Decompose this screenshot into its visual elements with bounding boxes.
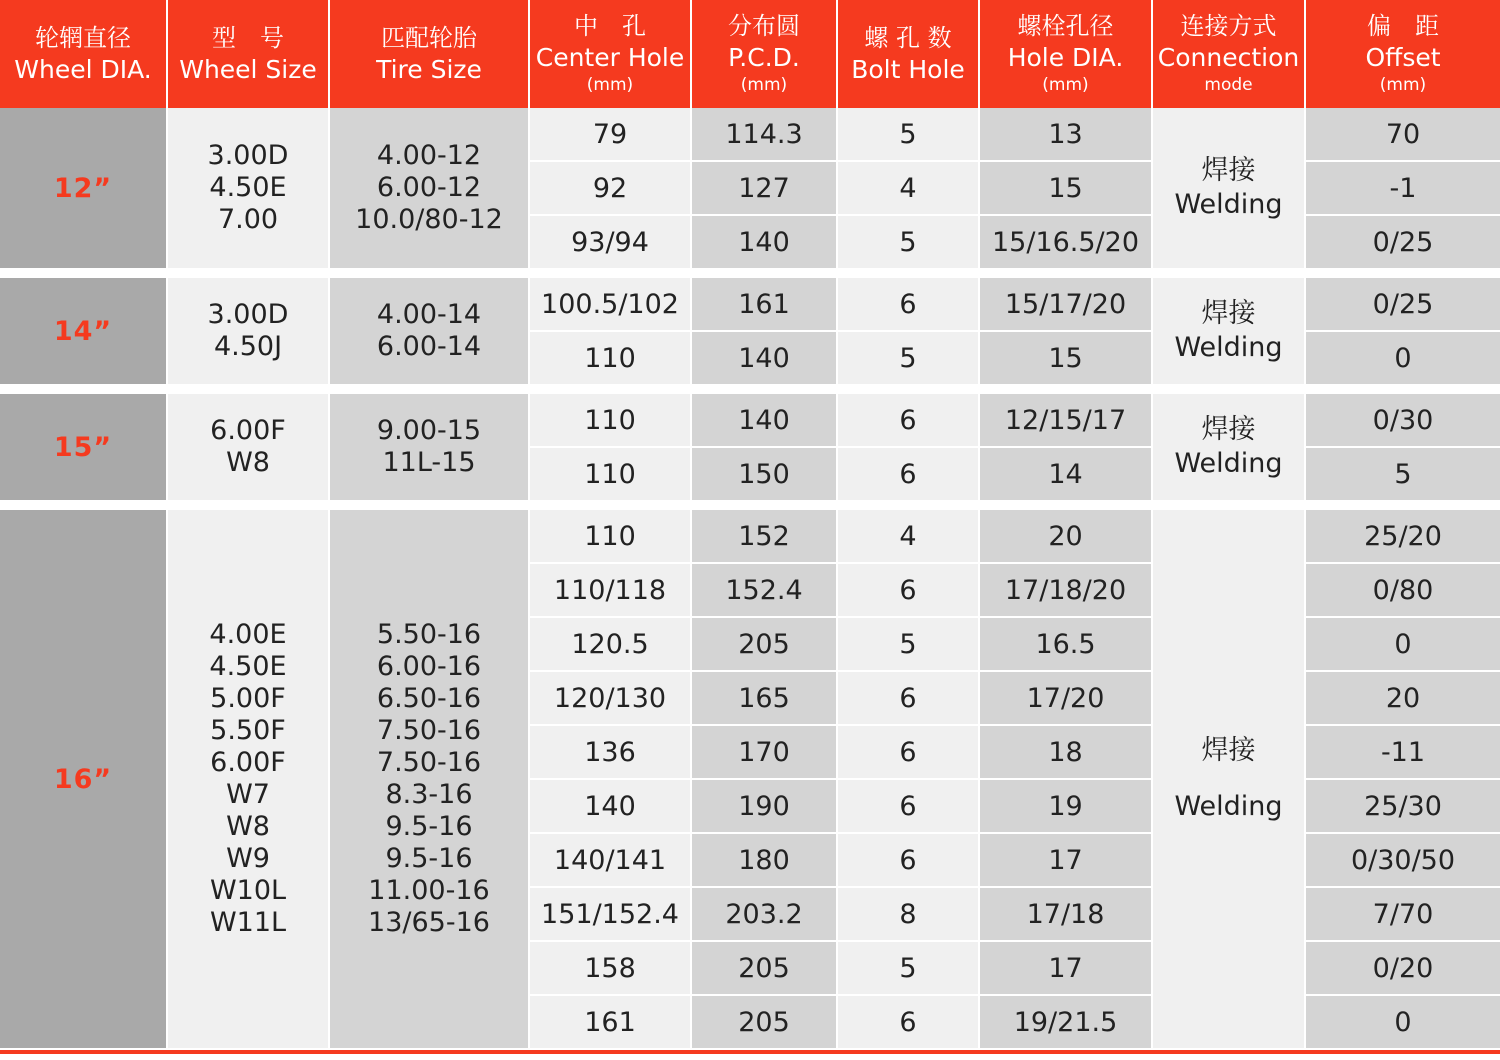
bolt-hole-cell: 6 xyxy=(838,278,980,332)
header-wheel-dia xyxy=(0,0,168,108)
wheel-diameter-cell: 14” xyxy=(0,278,168,386)
tire-size-item: 9.00-15 xyxy=(376,415,482,446)
group-gap-cell xyxy=(0,270,1500,278)
hole-dia-cell: 15 xyxy=(980,332,1153,386)
offset-cell: 0/20 xyxy=(1306,942,1500,996)
header-hole-dia-unit: (mm) xyxy=(1042,75,1089,95)
center-hole-cell: 151/152.4 xyxy=(530,888,692,942)
pcd-cell: 170 xyxy=(692,726,838,780)
offset-cell: 0 xyxy=(1306,332,1500,386)
group-gap-cell xyxy=(0,386,1500,394)
table-row xyxy=(0,510,1500,564)
pcd-cell: 140 xyxy=(692,216,838,270)
bolt-hole-cell: 6 xyxy=(838,834,980,888)
connection-mode-en: Welding xyxy=(1174,332,1283,363)
center-hole-cell: 79 xyxy=(530,108,692,162)
tire-size-item: 8.3-16 xyxy=(385,779,473,810)
tire-size-item: 11L-15 xyxy=(382,447,476,478)
offset-cell: 5 xyxy=(1306,448,1500,502)
bolt-hole-cell: 6 xyxy=(838,564,980,618)
group-gap-cell xyxy=(0,502,1500,510)
header-center-hole-en: Center Hole xyxy=(535,43,685,72)
connection-mode-cn: 焊接 xyxy=(1201,735,1256,766)
header-pcd-cn: 分布圆 xyxy=(728,12,800,40)
header-center-hole xyxy=(530,0,692,108)
wheel-size-item: 4.00E xyxy=(209,619,287,650)
table-row xyxy=(0,108,1500,162)
wheel-size-item: 5.50F xyxy=(210,715,286,746)
header-connection xyxy=(1153,0,1306,108)
header-hole-dia-cn: 螺栓孔径 xyxy=(1017,12,1114,40)
bolt-hole-cell: 6 xyxy=(838,448,980,502)
tire-size-item: 6.00-12 xyxy=(376,172,482,203)
bolt-hole-cell: 8 xyxy=(838,888,980,942)
header-tire-size-en: Tire Size xyxy=(376,55,482,84)
hole-dia-cell: 15 xyxy=(980,162,1153,216)
header-row xyxy=(0,0,1500,108)
tire-size-item: 13/65-16 xyxy=(368,907,490,938)
pcd-cell: 152.4 xyxy=(692,564,838,618)
wheel-size-item: 3.00D xyxy=(207,140,289,171)
tire-size-item: 10.0/80-12 xyxy=(355,204,503,235)
header-pcd xyxy=(692,0,838,108)
tire-size-item: 4.00-12 xyxy=(376,140,482,171)
bottom-accent-bar xyxy=(0,1050,1500,1054)
wheel-size-item: 4.50E xyxy=(209,172,287,203)
hole-dia-cell: 12/15/17 xyxy=(980,394,1153,448)
center-hole-cell: 100.5/102 xyxy=(530,278,692,332)
hole-dia-cell: 16.5 xyxy=(980,618,1153,672)
table-row xyxy=(0,278,1500,332)
connection-mode-en: Welding xyxy=(1174,791,1283,822)
hole-dia-cell: 19/21.5 xyxy=(980,996,1153,1050)
hole-dia-cell: 17/18/20 xyxy=(980,564,1153,618)
connection-mode-cn: 焊接 xyxy=(1201,298,1256,329)
wheel-size-item: W8 xyxy=(226,811,270,842)
wheel-size-item: W7 xyxy=(226,779,270,810)
center-hole-cell: 161 xyxy=(530,996,692,1050)
wheel-size-item: W9 xyxy=(226,843,270,874)
hole-dia-cell: 19 xyxy=(980,780,1153,834)
connection-mode-cell xyxy=(1153,108,1306,270)
header-hole-dia-en: Hole DIA. xyxy=(1007,43,1124,72)
header-connection-cn: 连接方式 xyxy=(1180,12,1277,40)
bolt-hole-cell: 5 xyxy=(838,942,980,996)
center-hole-cell: 140 xyxy=(530,780,692,834)
header-bolt-hole-en: Bolt Hole xyxy=(851,55,965,84)
offset-cell: -11 xyxy=(1306,726,1500,780)
hole-dia-cell: 13 xyxy=(980,108,1153,162)
wheel-size-item: W11L xyxy=(209,907,287,938)
tire-size-cell xyxy=(330,394,530,502)
pcd-cell: 127 xyxy=(692,162,838,216)
hole-dia-cell: 17/20 xyxy=(980,672,1153,726)
center-hole-cell: 140/141 xyxy=(530,834,692,888)
offset-cell: 0/25 xyxy=(1306,278,1500,332)
header-offset-cn: 偏 距 xyxy=(1367,12,1439,40)
connection-mode-en: Welding xyxy=(1174,189,1283,220)
wheel-size-item: 7.00 xyxy=(217,204,279,235)
pcd-cell: 205 xyxy=(692,618,838,672)
bolt-hole-cell: 6 xyxy=(838,672,980,726)
bolt-hole-cell: 6 xyxy=(838,780,980,834)
offset-cell: 70 xyxy=(1306,108,1500,162)
wheel-size-item: 6.00F xyxy=(210,747,286,778)
pcd-cell: 190 xyxy=(692,780,838,834)
tire-size-item: 7.50-16 xyxy=(376,747,482,778)
tire-size-item: 6.00-14 xyxy=(376,331,482,362)
wheel-diameter-cell: 12” xyxy=(0,108,168,270)
header-pcd-en: P.C.D. xyxy=(728,43,800,72)
tire-size-cell xyxy=(330,108,530,270)
offset-cell: 25/20 xyxy=(1306,510,1500,564)
wheel-diameter-cell: 15” xyxy=(0,394,168,502)
tire-size-item: 7.50-16 xyxy=(376,715,482,746)
wheel-size-item: 6.00F xyxy=(210,415,286,446)
center-hole-cell: 110 xyxy=(530,394,692,448)
pcd-cell: 205 xyxy=(692,942,838,996)
header-wheel-size-cn: 型 号 xyxy=(212,24,284,52)
center-hole-cell: 120/130 xyxy=(530,672,692,726)
hole-dia-cell: 17/18 xyxy=(980,888,1153,942)
wheel-size-item: W10L xyxy=(209,875,287,906)
pcd-cell: 140 xyxy=(692,394,838,448)
wheel-size-cell xyxy=(168,510,330,1050)
hole-dia-cell: 14 xyxy=(980,448,1153,502)
pcd-cell: 114.3 xyxy=(692,108,838,162)
bolt-hole-cell: 4 xyxy=(838,510,980,564)
header-tire-size xyxy=(330,0,530,108)
center-hole-cell: 120.5 xyxy=(530,618,692,672)
tire-size-item: 9.5-16 xyxy=(385,843,473,874)
offset-cell: 20 xyxy=(1306,672,1500,726)
connection-mode-cell xyxy=(1153,510,1306,1050)
tire-size-cell xyxy=(330,278,530,386)
header-bolt-hole-cn: 螺 孔 数 xyxy=(864,24,952,52)
bolt-hole-cell: 4 xyxy=(838,162,980,216)
pcd-cell: 152 xyxy=(692,510,838,564)
header-offset xyxy=(1306,0,1500,108)
connection-mode-cell xyxy=(1153,394,1306,502)
center-hole-cell: 93/94 xyxy=(530,216,692,270)
header-pcd-unit: (mm) xyxy=(740,75,788,95)
header-center-hole-cn: 中 孔 xyxy=(574,12,646,40)
table-body xyxy=(0,108,1500,1050)
tire-size-item: 4.00-14 xyxy=(376,299,482,330)
connection-mode-en: Welding xyxy=(1174,448,1283,479)
wheel-diameter-cell: 16” xyxy=(0,510,168,1050)
connection-mode-cell xyxy=(1153,278,1306,386)
header-offset-unit: (mm) xyxy=(1379,75,1427,95)
wheel-size-item: 4.50E xyxy=(209,651,287,682)
bolt-hole-cell: 5 xyxy=(838,618,980,672)
center-hole-cell: 158 xyxy=(530,942,692,996)
group-gap xyxy=(0,386,1500,394)
hole-dia-cell: 15/16.5/20 xyxy=(980,216,1153,270)
header-wheel-dia-en: Wheel DIA. xyxy=(14,55,152,84)
group-gap xyxy=(0,502,1500,510)
offset-cell: -1 xyxy=(1306,162,1500,216)
tire-size-item: 11.00-16 xyxy=(368,875,490,906)
wheel-size-cell xyxy=(168,108,330,270)
offset-cell: 7/70 xyxy=(1306,888,1500,942)
pcd-cell: 161 xyxy=(692,278,838,332)
pcd-cell: 180 xyxy=(692,834,838,888)
center-hole-cell: 110/118 xyxy=(530,564,692,618)
table-row xyxy=(0,394,1500,448)
tire-size-item: 6.50-16 xyxy=(376,683,482,714)
tire-size-item: 6.00-16 xyxy=(376,651,482,682)
bolt-hole-cell: 6 xyxy=(838,394,980,448)
offset-cell: 0/30 xyxy=(1306,394,1500,448)
center-hole-cell: 92 xyxy=(530,162,692,216)
wheel-size-cell xyxy=(168,278,330,386)
pcd-cell: 150 xyxy=(692,448,838,502)
pcd-cell: 205 xyxy=(692,996,838,1050)
offset-cell: 0/25 xyxy=(1306,216,1500,270)
offset-cell: 0 xyxy=(1306,996,1500,1050)
header-connection-en: Connection xyxy=(1157,43,1300,72)
header-tire-size-cn: 匹配轮胎 xyxy=(381,24,477,52)
offset-cell: 0/80 xyxy=(1306,564,1500,618)
wheel-size-item: 5.00F xyxy=(210,683,286,714)
pcd-cell: 165 xyxy=(692,672,838,726)
bolt-hole-cell: 5 xyxy=(838,108,980,162)
tire-size-item: 5.50-16 xyxy=(376,619,482,650)
center-hole-cell: 110 xyxy=(530,332,692,386)
offset-cell: 0/30/50 xyxy=(1306,834,1500,888)
hole-dia-cell: 15/17/20 xyxy=(980,278,1153,332)
wheel-size-item: 4.50J xyxy=(213,331,283,362)
tire-size-item: 9.5-16 xyxy=(385,811,473,842)
wheel-size-item: W8 xyxy=(226,447,270,478)
pcd-cell: 203.2 xyxy=(692,888,838,942)
wheel-size-cell xyxy=(168,394,330,502)
header-offset-en: Offset xyxy=(1365,43,1441,72)
center-hole-cell: 110 xyxy=(530,448,692,502)
offset-cell: 0 xyxy=(1306,618,1500,672)
bolt-hole-cell: 6 xyxy=(838,726,980,780)
pcd-cell: 140 xyxy=(692,332,838,386)
table-header xyxy=(0,0,1500,108)
header-wheel-size xyxy=(168,0,330,108)
header-center-hole-unit: (mm) xyxy=(586,75,634,95)
bolt-hole-cell: 6 xyxy=(838,996,980,1050)
header-wheel-size-en: Wheel Size xyxy=(179,55,317,84)
offset-cell: 25/30 xyxy=(1306,780,1500,834)
hole-dia-cell: 17 xyxy=(980,834,1153,888)
wheel-size-item: 3.00D xyxy=(207,299,289,330)
bolt-hole-cell: 5 xyxy=(838,332,980,386)
center-hole-cell: 110 xyxy=(530,510,692,564)
header-wheel-dia-cn: 轮辋直径 xyxy=(35,24,131,52)
group-gap xyxy=(0,270,1500,278)
bolt-hole-cell: 5 xyxy=(838,216,980,270)
connection-mode-cn: 焊接 xyxy=(1201,155,1256,186)
center-hole-cell: 136 xyxy=(530,726,692,780)
hole-dia-cell: 20 xyxy=(980,510,1153,564)
hole-dia-cell: 18 xyxy=(980,726,1153,780)
connection-mode-cn: 焊接 xyxy=(1201,414,1256,445)
header-hole-dia xyxy=(980,0,1153,108)
header-connection-unit: mode xyxy=(1204,75,1253,95)
tire-size-cell xyxy=(330,510,530,1050)
header-bolt-hole xyxy=(838,0,980,108)
hole-dia-cell: 17 xyxy=(980,942,1153,996)
